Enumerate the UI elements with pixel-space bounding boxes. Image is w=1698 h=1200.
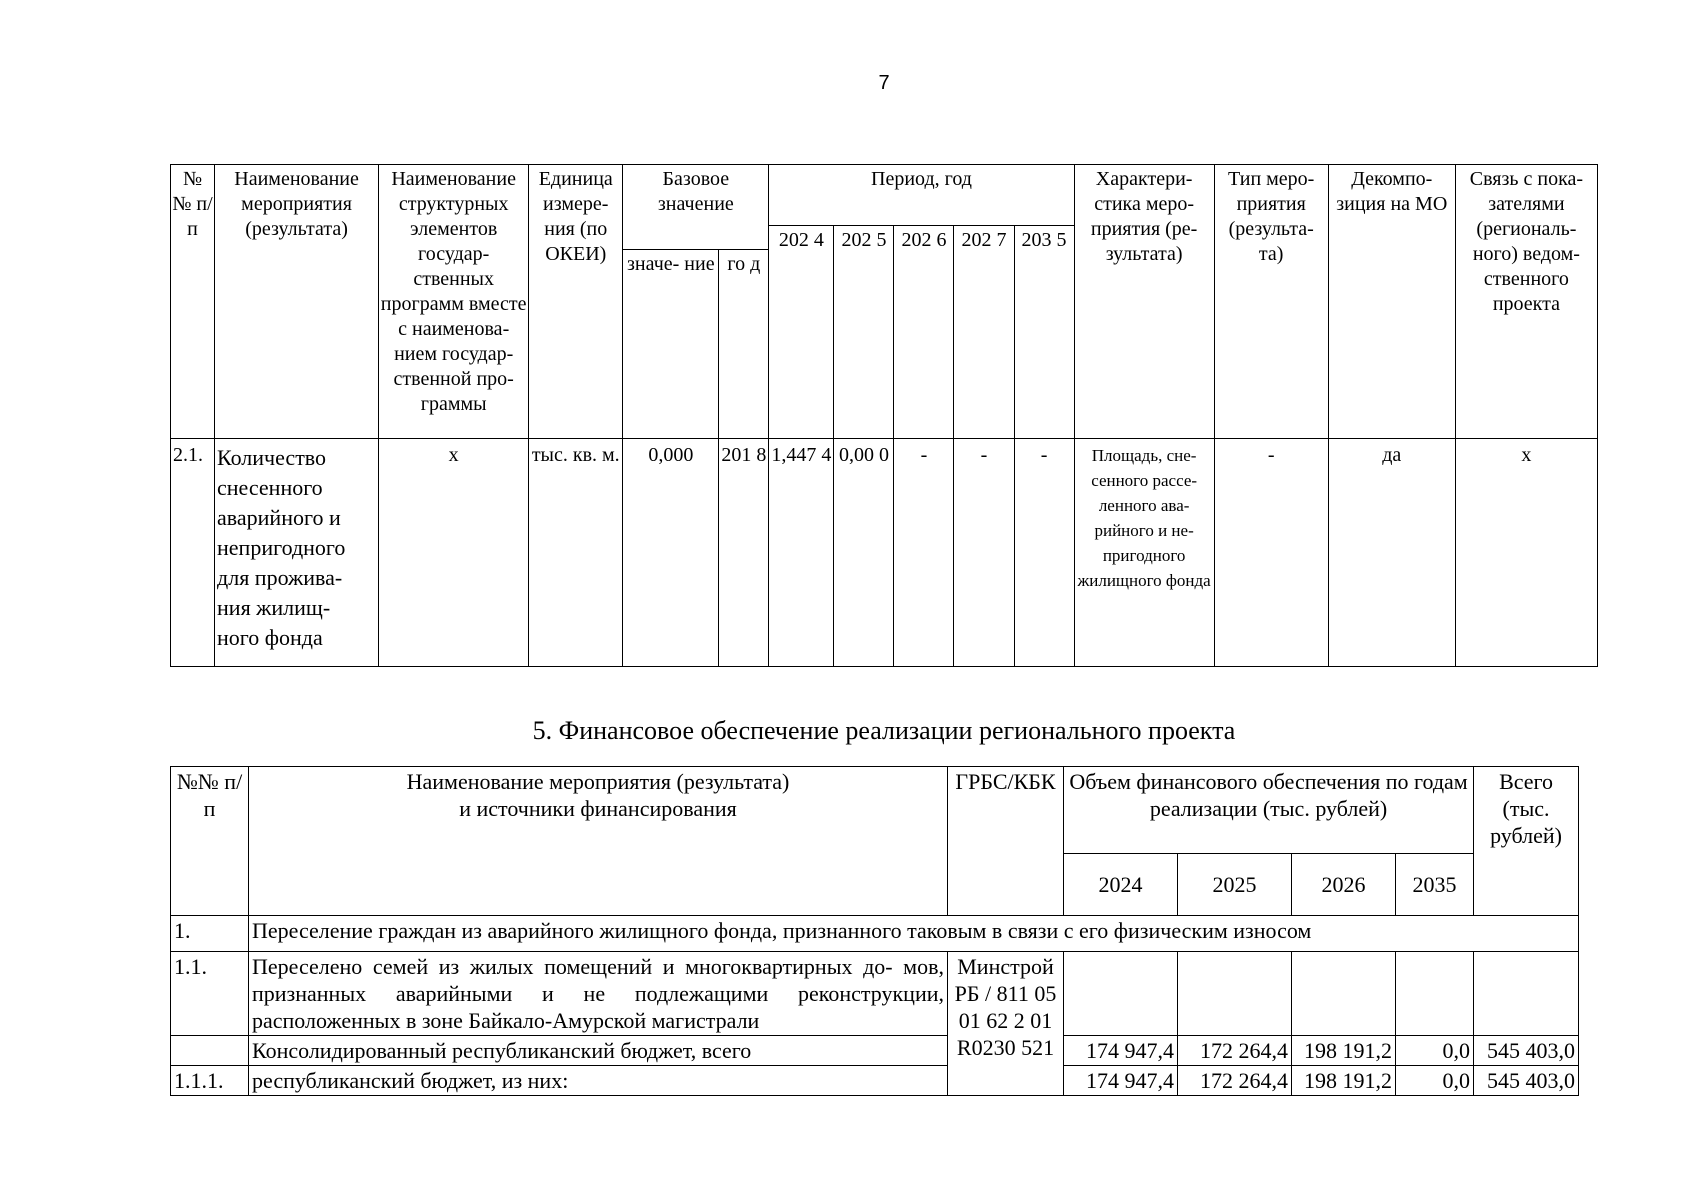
fin-row-name: Переселено семей из жилых помещений и многоквартирных до- мов, признанных аварийными и не подлежащими реконструкции, расположенных в зоне Байкало-Амурской магистрали — [249, 952, 948, 1036]
table-row — [171, 1066, 1579, 1096]
fin-row-name: Консолидированный республиканский бюджет, всего — [249, 1036, 948, 1066]
col-link-header: Связь с пока- зателями (региональ- ного) ведом- ственного проекта — [1455, 165, 1597, 439]
col-char-header: Характери- стика меро- приятия (ре- зультата) — [1074, 165, 1214, 439]
base-value-header: значе- ние — [623, 250, 719, 439]
row-2026: - — [894, 439, 954, 667]
fin-row-cell — [1396, 952, 1474, 1036]
fin-volume-header: Объем финансового обеспечения по годам реализации (тыс. рублей) — [1064, 767, 1474, 854]
fin-row-cell — [1064, 952, 1178, 1036]
col-period-header: Период, год — [769, 165, 1074, 226]
row-base-year: 201 8 — [719, 439, 769, 667]
fin-grbs-header: ГРБС/КБК — [948, 767, 1064, 916]
row-unit: тыс. кв. м. — [529, 439, 623, 667]
fin-num-header: №№ п/п — [171, 767, 249, 916]
row-2025: 0,00 0 — [834, 439, 894, 667]
row-characteristic: Площадь, сне- сенного рассе- ленного ава- рийного и не- пригодного жилищного фонда — [1074, 439, 1214, 667]
fin-value-2024: 174 947,4 — [1064, 1036, 1178, 1066]
fin-value-2026: 198 191,2 — [1292, 1066, 1396, 1096]
fin-name-header-line1: Наименование мероприятия (результата) — [406, 769, 790, 794]
row-2024: 1,447 4 — [769, 439, 834, 667]
page-number: 7 — [878, 72, 890, 94]
fin-value-2035: 0,0 — [1396, 1036, 1474, 1066]
results-table — [170, 164, 1598, 667]
row-base-value: 0,000 — [623, 439, 719, 667]
row-num: 2.1. — [171, 439, 215, 667]
row-2035: - — [1014, 439, 1074, 667]
row-struct: х — [379, 439, 529, 667]
fin-value-total: 545 403,0 — [1474, 1066, 1579, 1096]
col-base-header: Базовое значение — [623, 165, 769, 250]
col-type-header: Тип меро- приятия (результа- та) — [1214, 165, 1328, 439]
base-year-header: го д — [719, 250, 769, 439]
results-header-row — [171, 165, 1598, 226]
fin-value-2026: 198 191,2 — [1292, 1036, 1396, 1066]
section-title: 5. Финансовое обеспечение реализации регионального проекта — [532, 716, 1236, 745]
fin-row-num: 1.1. — [171, 952, 249, 1036]
fin-row-cell — [1178, 952, 1292, 1036]
year-header: 202 7 — [954, 226, 1014, 439]
fin-name-header — [249, 767, 948, 916]
fin-value-2025: 172 264,4 — [1178, 1036, 1292, 1066]
fin-row-name: республиканский бюджет, из них: — [249, 1066, 948, 1096]
fin-value-2025: 172 264,4 — [1178, 1066, 1292, 1096]
year-header: 202 4 — [769, 226, 834, 439]
row-name: Количество снесенного аварийного и непригодного для прожива- ния жилищ- ного фонда — [215, 439, 379, 667]
fin-value-2024: 174 947,4 — [1064, 1066, 1178, 1096]
table-row — [171, 439, 1598, 667]
row-decomposition: да — [1328, 439, 1455, 667]
row-link: х — [1455, 439, 1597, 667]
fin-year-header: 2024 — [1064, 854, 1178, 916]
financing-header-row — [171, 767, 1579, 854]
fin-row-cell — [1292, 952, 1396, 1036]
fin-row-num — [171, 1036, 249, 1066]
fin-value-total: 545 403,0 — [1474, 1036, 1579, 1066]
fin-value-2035: 0,0 — [1396, 1066, 1474, 1096]
col-decomp-header: Декомпо- зиция на МО — [1328, 165, 1455, 439]
fin-row-cell — [1474, 952, 1579, 1036]
fin-year-header: 2026 — [1292, 854, 1396, 916]
fin-row-num: 1.1.1. — [171, 1066, 249, 1096]
fin-year-header: 2025 — [1178, 854, 1292, 916]
col-name-header: Наименование мероприятия (результата) — [215, 165, 379, 439]
col-unit-header: Единица измере- ния (по ОКЕИ) — [529, 165, 623, 439]
fin-row-name: Переселение граждан из аварийного жилищного фонда, признанного таковым в связи с его физическим износом — [249, 916, 1579, 952]
financing-table — [170, 766, 1579, 1096]
col-num-header: № № п/п — [171, 165, 215, 439]
year-header: 203 5 — [1014, 226, 1074, 439]
fin-grbs-value: Минстрой РБ / 811 05 01 62 2 01 R0230 521 — [948, 952, 1064, 1096]
fin-year-header: 2035 — [1396, 854, 1474, 916]
row-type: - — [1214, 439, 1328, 667]
table-row — [171, 952, 1579, 1036]
fin-name-header-line2: и источники финансирования — [459, 796, 737, 821]
table-row — [171, 916, 1579, 952]
row-2027: - — [954, 439, 1014, 667]
col-struct-header: Наименование структурных элементов государ- ственных программ вместе с наименова- нием государ- ственной про- граммы — [379, 165, 529, 439]
year-header: 202 5 — [834, 226, 894, 439]
table-row — [171, 1036, 1579, 1066]
fin-row-num: 1. — [171, 916, 249, 952]
year-header: 202 6 — [894, 226, 954, 439]
fin-total-header: Всего (тыс. рублей) — [1474, 767, 1579, 916]
